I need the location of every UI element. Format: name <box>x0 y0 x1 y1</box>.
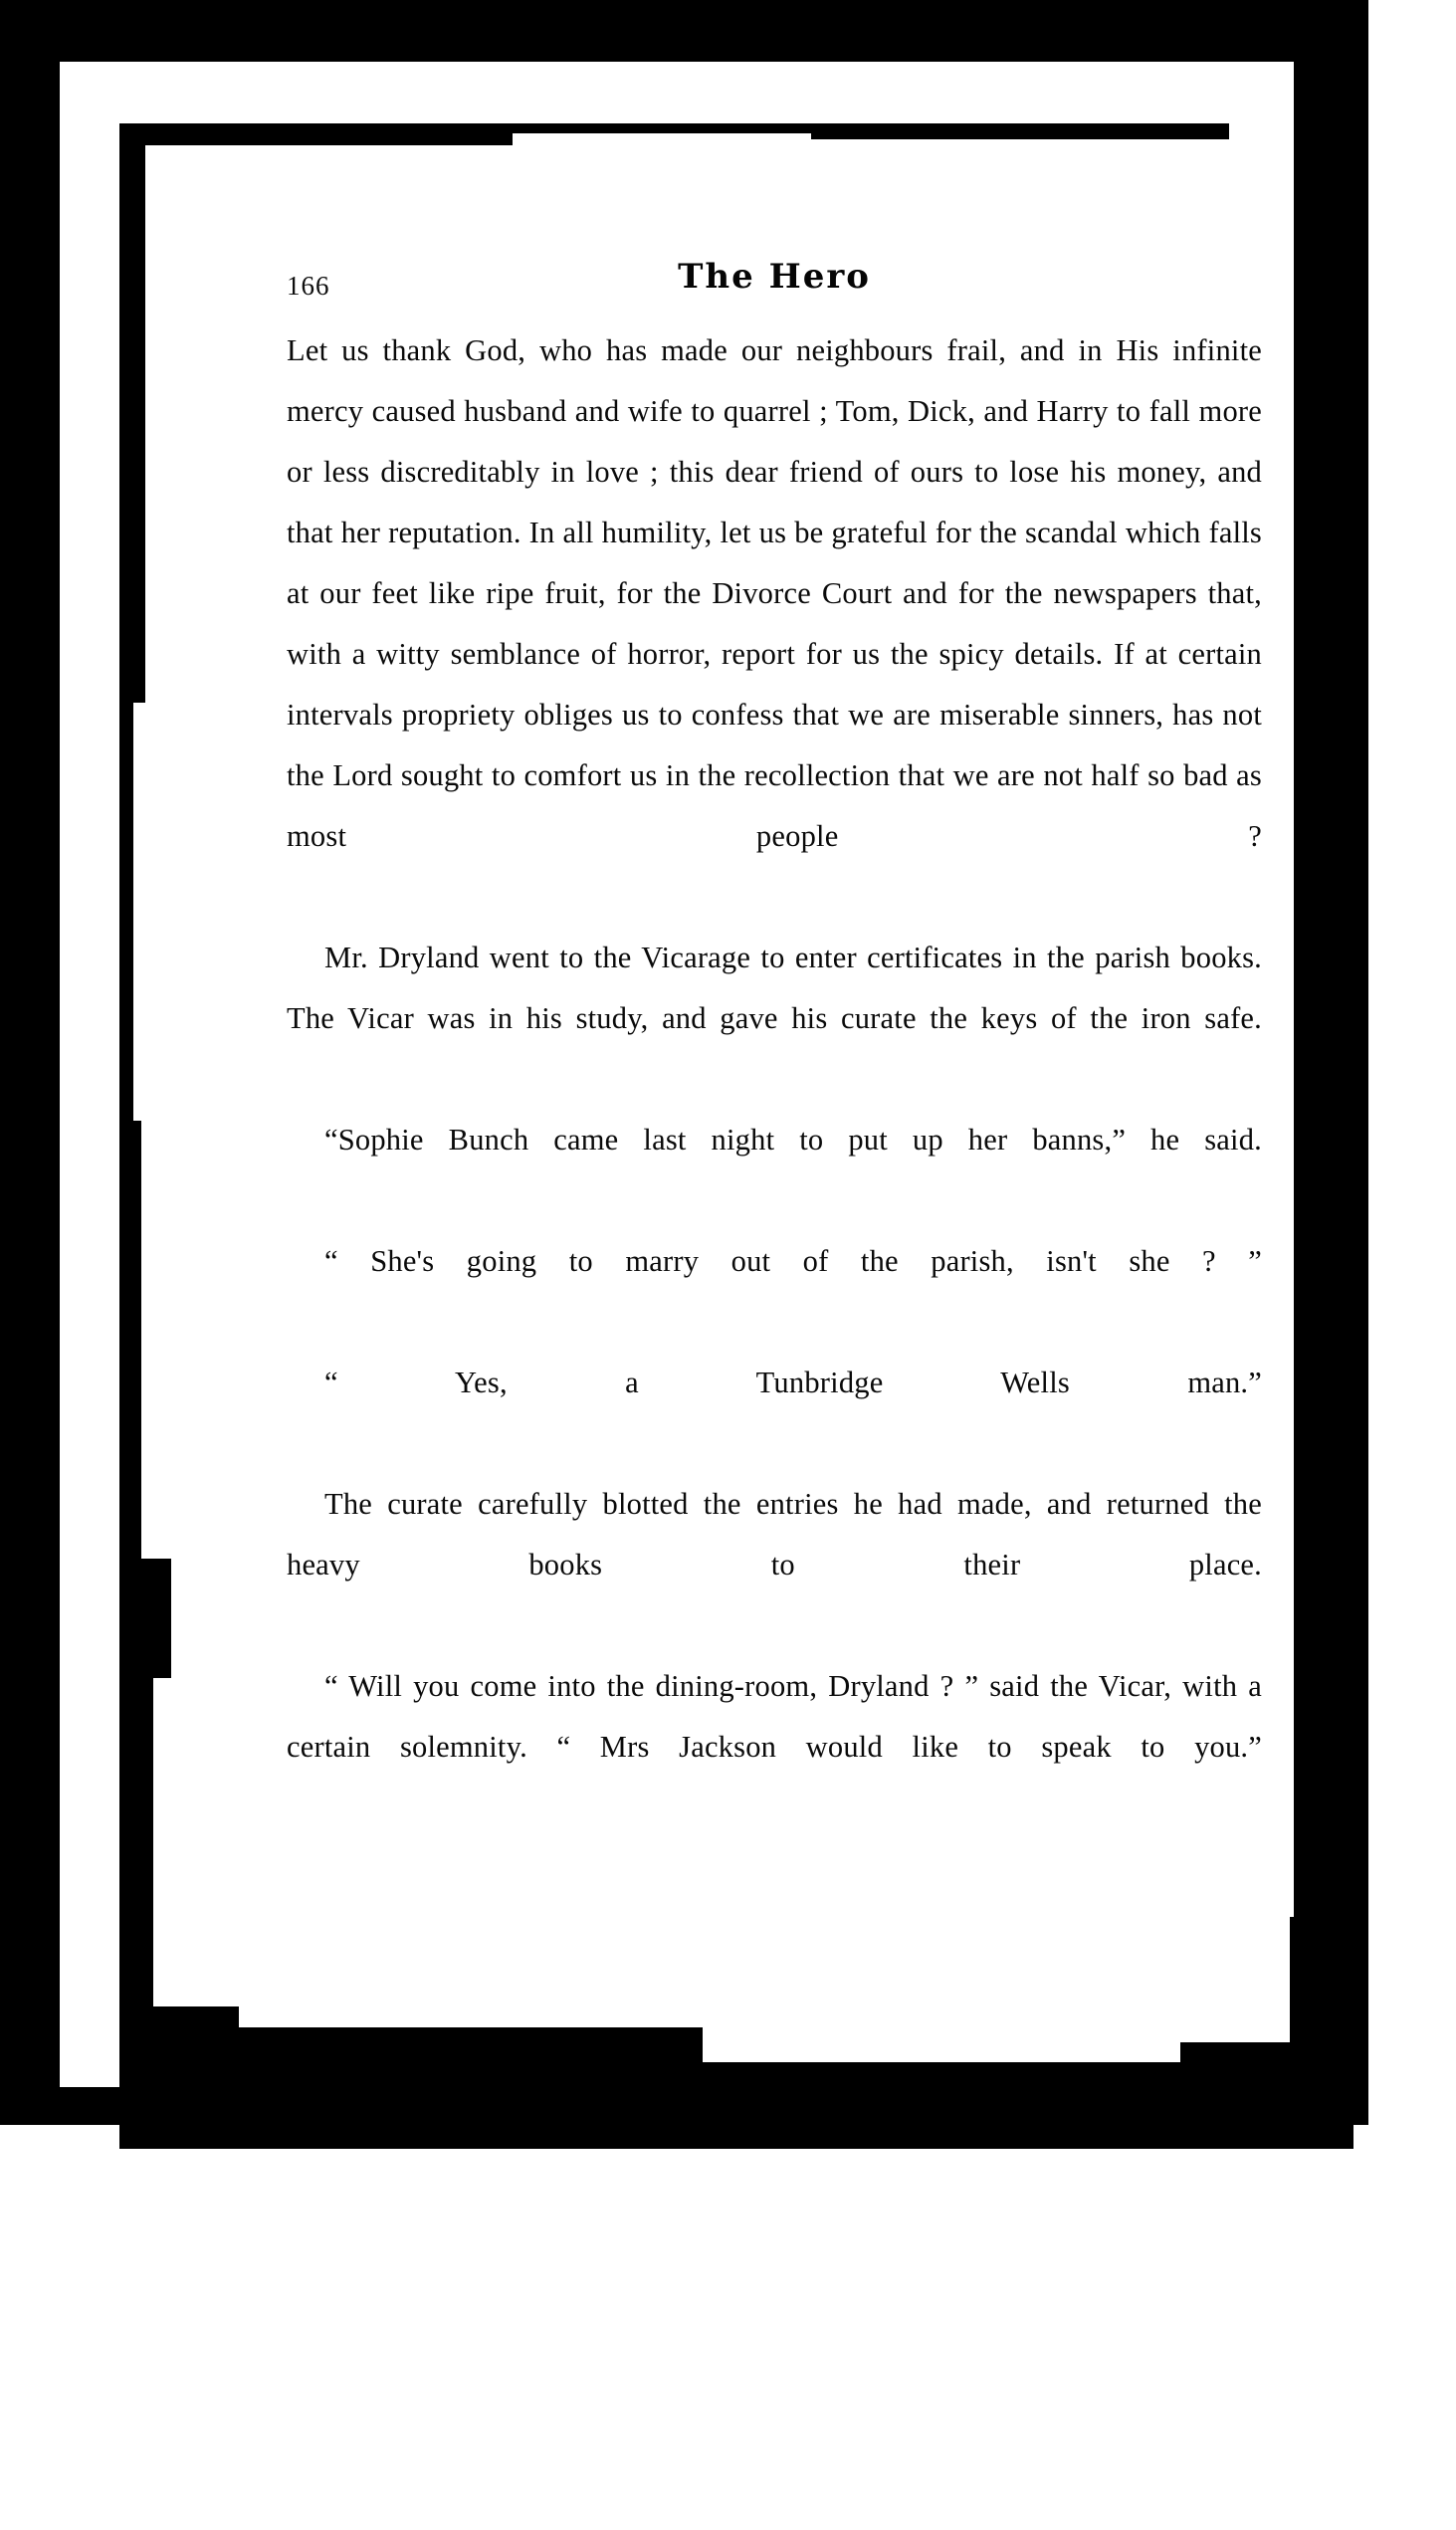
page-edge-artifact <box>119 703 133 1121</box>
body-paragraph: Mr. Dryland went to the Vicarage to enter certificates in the parish books. The Vicar was in his study, and gave his curate the keys of the iron safe. <box>287 941 1262 1035</box>
page-edge-artifact <box>811 123 1229 139</box>
page-edge-artifact <box>513 123 811 133</box>
page-edge-artifact <box>119 1678 153 2006</box>
page-edge-artifact <box>1304 991 1353 1489</box>
page-edge-artifact <box>119 145 145 703</box>
body-paragraph: “ Will you come into the dining-room, Dryland ? ” said the Vicar, with a certain solemnity. “ Mrs Jackson would like to speak to you.” <box>287 1669 1262 1764</box>
page-edge-artifact <box>1322 1489 1353 1917</box>
page-edge-artifact <box>1180 2042 1353 2149</box>
page-edge-artifact <box>119 1559 171 1678</box>
page-paper <box>60 62 1294 2087</box>
page-edge-artifact <box>1316 394 1353 991</box>
page-edge-artifact <box>1299 145 1353 394</box>
body-paragraph: The curate carefully blotted the entries he had made, and returned the heavy books to their place. <box>287 1487 1262 1581</box>
page-edge-artifact <box>119 123 513 145</box>
page-edge-artifact <box>145 2027 703 2149</box>
body-paragraph: “ Yes, a Tunbridge Wells man.” <box>324 1366 1262 1399</box>
running-title: The Hero <box>678 257 871 297</box>
running-head <box>287 251 1262 320</box>
page-number: 166 <box>287 271 330 301</box>
page-text-block <box>287 251 1262 1838</box>
page-edge-artifact <box>119 1121 141 1559</box>
page-edge-artifact <box>703 2062 1180 2149</box>
body-paragraph: “Sophie Bunch came last night to put up her banns,” he said. <box>324 1123 1262 1157</box>
body-paragraph: “ She's going to marry out of the parish, isn't she ? ” <box>324 1244 1262 1278</box>
body-paragraph: Let us thank God, who has made our neighbours frail, and in His infinite mercy caused husband and wife to quarrel ; Tom, Dick, and Harry to fall more or less discreditably in love ; this dear friend of ours to lose his money, and that her reputation. In all humility, let us be grateful for the scandal which falls at our feet like ripe fruit, for the Divorce Court and for the newspapers that, with a witty semblance of horror, report for us the spicy details. If at certain intervals propriety obliges us to confess that we are miserable sinners, has not the Lord sought to comfort us in the recollection that we are not half so bad as most people ? <box>287 333 1262 853</box>
